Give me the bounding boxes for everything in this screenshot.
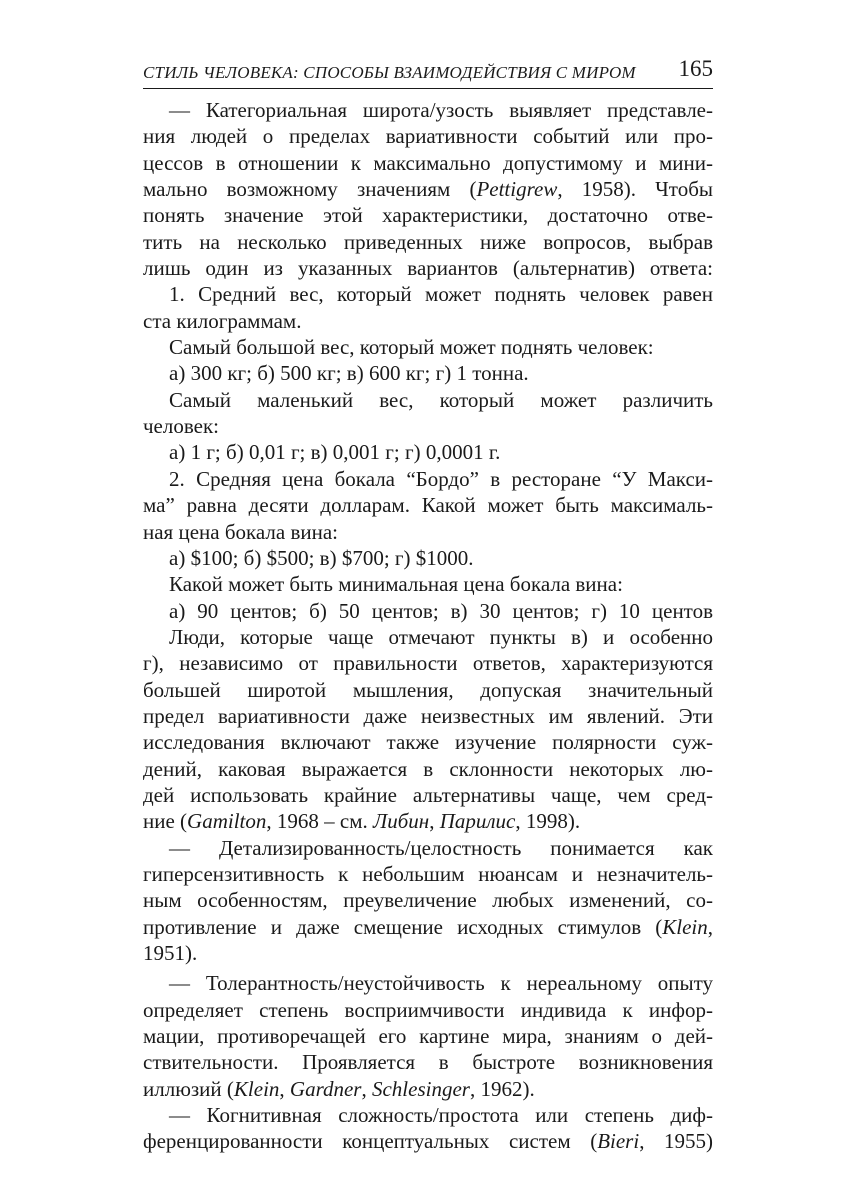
- text-line: мально возможному значениям (Pettigrew, 1958). Чтобы: [143, 177, 713, 202]
- text-line: — Категориальная широта/узость выявляет представле-: [169, 98, 713, 122]
- text-line: а) 300 кг; б) 500 кг; в) 600 кг; г) 1 тонна.: [169, 361, 529, 386]
- text-line: — Толерантность/неустойчивость к нереальному опыту: [169, 971, 713, 996]
- text-line: ствительности. Проявляется в быстроте возникновения: [143, 1050, 713, 1075]
- text-line: иллюзий (Klein, Gardner, Schlesinger, 1962).: [143, 1076, 535, 1101]
- running-title: СТИЛЬ ЧЕЛОВЕКА: СПОСОБЫ ВЗАИМОДЕЙСТВИЯ С МИРОМ: [143, 63, 636, 82]
- page-header: [143, 56, 713, 88]
- text-line: большей широтой мышления, допуская значительный: [143, 677, 713, 702]
- text-line: Какой может быть минимальная цена бокала вина:: [169, 572, 623, 597]
- text-line: определяет степень восприимчивости индивида к инфор-: [143, 997, 713, 1022]
- text-line: цессов в отношении к максимально допустимому и мини-: [143, 150, 713, 175]
- text-line: Самый маленький вес, который может различить: [169, 387, 713, 412]
- page-number: 165: [678, 56, 713, 81]
- text-line: а) $100; б) $500; в) $700; г) $1000.: [169, 545, 474, 570]
- body-text: [143, 97, 713, 1155]
- text-line: а) 90 центов; б) 50 центов; в) 30 центов; г) 10 центов: [169, 598, 713, 623]
- text-line: человек:: [143, 414, 220, 439]
- text-line: ста килограммам.: [143, 308, 302, 333]
- text-line: Люди, которые чаще отмечают пункты в) и особенно: [169, 624, 713, 649]
- text-line: исследования включают также изучение полярности суж-: [143, 730, 713, 755]
- header-rule: [143, 88, 713, 89]
- text-line: противление и даже смещение исходных стимулов (Klein,: [143, 914, 713, 939]
- text-line: а) 1 г; б) 0,01 г; в) 0,001 г; г) 0,0001 г.: [169, 440, 501, 465]
- text-line: гиперсензитивность к небольшим нюансам и незначитель-: [143, 861, 713, 886]
- text-line: ма” равна десяти долларам. Какой может быть максималь-: [143, 493, 713, 518]
- text-line: ния людей о пределах вариативности событий или про-: [143, 124, 713, 149]
- text-line: — Детализированность/целостность понимается как: [169, 835, 713, 860]
- text-line: лишь один из указанных вариантов (альтернатив) ответа:: [143, 256, 713, 281]
- text-line: г), независимо от правильности ответов, характеризуются: [143, 651, 713, 676]
- text-line: дений, каковая выражается в склонности некоторых лю-: [143, 756, 713, 781]
- text-line: мации, противоречащей его картине мира, знаниям о дей-: [143, 1024, 713, 1049]
- text-line: понять значение этой характеристики, достаточно отве-: [143, 203, 713, 228]
- text-line: ным особенностям, преувеличение любых изменений, со-: [143, 888, 713, 913]
- text-line: ференцированности концептуальных систем (Bieri, 1955): [143, 1129, 713, 1154]
- text-line: дей использовать крайние альтернативы чаще, чем сред-: [143, 782, 713, 807]
- text-line: — Когнитивная сложность/простота или степень диф-: [169, 1103, 713, 1128]
- text-line: Самый большой вес, который может поднять человек:: [169, 335, 654, 360]
- text-line: 2. Средняя цена бокала “Бордо” в ресторане “У Макси-: [169, 466, 713, 491]
- text-line: ние (Gamilton, 1968 – см. Либин, Парилис, 1998).: [143, 809, 581, 834]
- text-line: 1. Средний вес, который может поднять человек равен: [169, 282, 713, 307]
- text-line: предел вариативности даже неизвестных им явлений. Эти: [143, 703, 713, 728]
- text-line: ная цена бокала вина:: [143, 519, 339, 544]
- text-line: 1951).: [143, 941, 198, 965]
- text-line: тить на несколько приведенных ниже вопросов, выбрав: [143, 229, 713, 254]
